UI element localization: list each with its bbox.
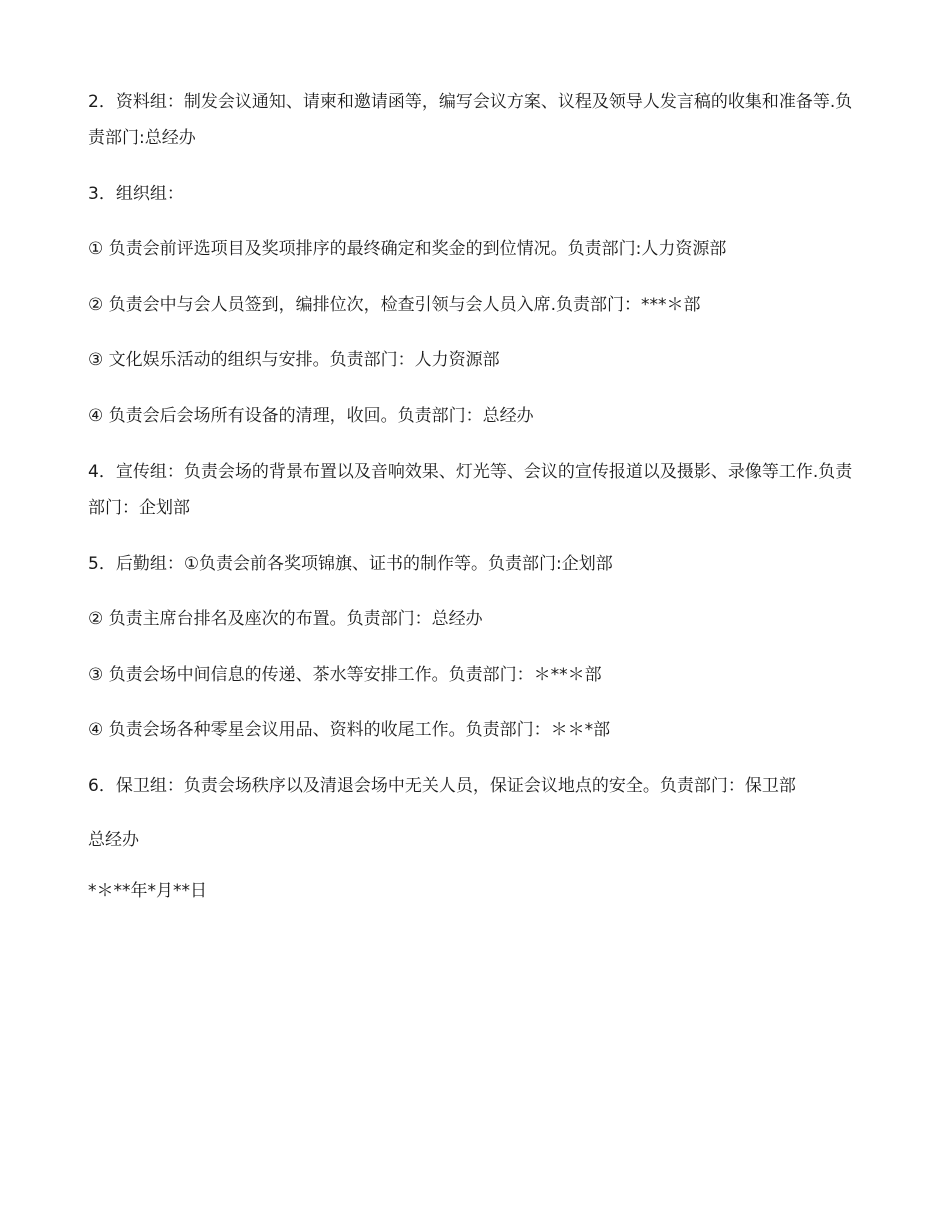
paragraph-logistics-item-3: ③ 负责会场中间信息的传递、茶水等安排工作。负责部门：＊**＊部 <box>88 665 602 685</box>
signature-department: 总经办 <box>88 830 139 850</box>
paragraph-org-item-1: ① 负责会前评选项目及奖项排序的最终确定和奖金的到位情况。负责部门:人力资源部 <box>88 239 727 259</box>
paragraph-org-item-4: ④ 负责会后会场所有设备的清理，收回。负责部门：总经办 <box>88 406 534 426</box>
paragraph-logistics-group: 5．后勤组：①负责会前各奖项锦旗、证书的制作等。负责部门:企划部 <box>88 554 613 574</box>
paragraph-materials-group: 2．资料组：制发会议通知、请柬和邀请函等，编写会议方案、议程及领导人发言稿的收集和准备等.负责部门:总经办 <box>88 92 853 148</box>
paragraph-organization-group: 3．组织组： <box>88 184 184 204</box>
paragraph-logistics-item-2: ② 负责主席台排名及座次的布置。负责部门：总经办 <box>88 609 483 629</box>
paragraph-org-item-2: ② 负责会中与会人员签到，编排位次，检查引领与会人员入席.负责部门：***＊部 <box>88 295 701 315</box>
paragraph-security-group: 6．保卫组：负责会场秩序以及清退会场中无关人员，保证会议地点的安全。负责部门：保卫部 <box>88 776 796 796</box>
paragraph-logistics-item-4: ④ 负责会场各种零星会议用品、资料的收尾工作。负责部门：＊＊*部 <box>88 720 611 740</box>
paragraph-publicity-group: 4．宣传组：负责会场的背景布置以及音响效果、灯光等、会议的宣传报道以及摄影、录像等工作.负责部门：企划部 <box>88 462 853 518</box>
paragraph-org-item-3: ③ 文化娱乐活动的组织与安排。负责部门：人力资源部 <box>88 350 500 370</box>
signature-date: *＊**年*月**日 <box>88 881 207 901</box>
